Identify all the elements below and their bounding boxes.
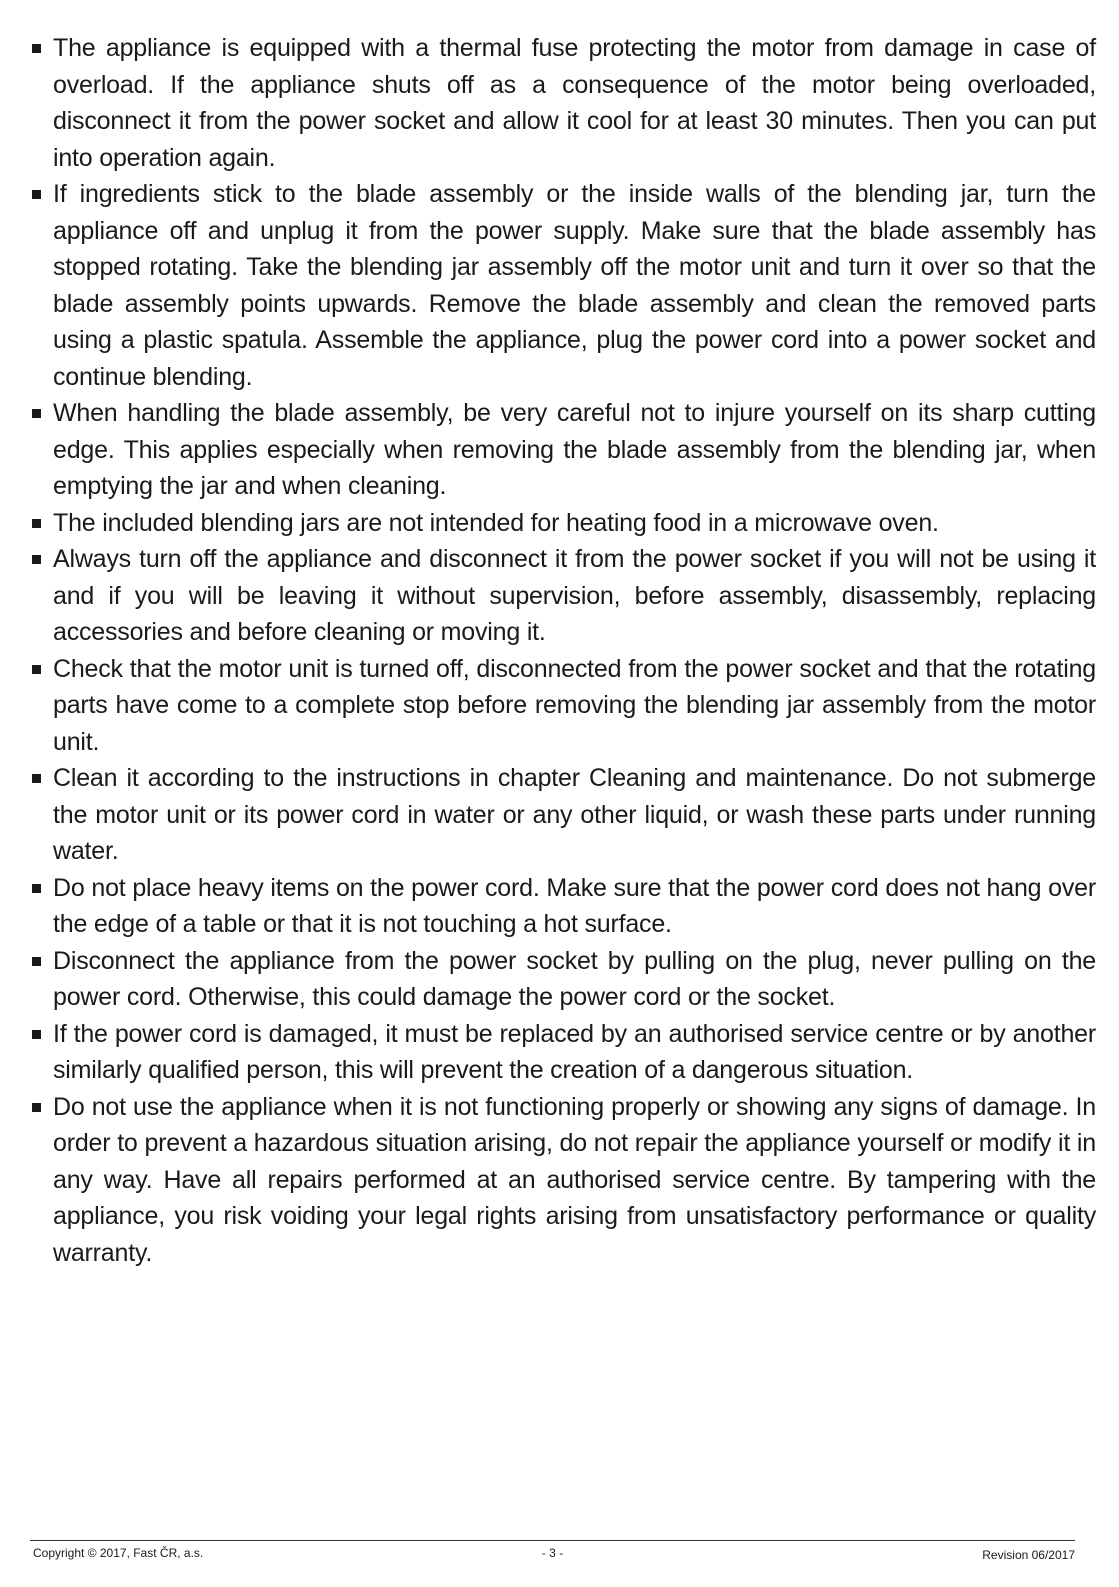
list-item [30,505,1096,542]
list-item-text: If ingredients stick to the blade assembly or the inside walls of the blending jar, turn the appliance off and unplug it from the power supply. Make sure that the blade assembly has stopped rotating. Take the blending jar assembly off the motor unit and turn it over so that the blade assembly points upwards. Remove the blade assembly and clean the removed parts using a plastic spatula. Assemble the appliance, plug the power cord into a power socket and continue blending. [53,180,1096,391]
list-item-text: When handling the blade assembly, be very careful not to injure yourself on its sharp cutting edge. This applies especially when removing the blade assembly from the blending jar, when emptying the jar and when cleaning. [53,399,1096,500]
list-item [30,651,1096,761]
page-content [30,30,1096,1271]
list-item [30,1016,1096,1089]
square-bullet-icon [32,884,41,893]
list-item-text: Do not place heavy items on the power cord. Make sure that the power cord does not hang over the edge of a table or that it is not touching a hot surface. [53,873,1096,938]
list-item-text: If the power cord is damaged, it must be replaced by an authorised service centre or by another similarly qualified person, this will prevent the creation of a dangerous situation. [53,1019,1096,1084]
list-item-text: Clean it according to the instructions in chapter Cleaning and maintenance. Do not submerge the motor unit or its power cord in water or any other liquid, or wash these parts under running water. [53,764,1096,865]
square-bullet-icon [32,519,41,528]
list-item [30,30,1096,176]
square-bullet-icon [32,774,41,783]
list-item [30,870,1096,943]
list-item-text: Check that the motor unit is turned off, disconnected from the power socket and that the rotating parts have come to a complete stop before removing the blending jar assembly from the motor unit. [53,654,1096,756]
square-bullet-icon [32,1030,41,1039]
list-item-text: Do not use the appliance when it is not functioning properly or showing any signs of damage. In order to prevent a hazardous situation arising, do not repair the appliance yourself or modify it in any way. Have all repairs performed at an authorised service centre. By tampering with the appliance, you risk voiding your legal rights arising from unsatisfactory performance or quality warranty. [53,1092,1096,1267]
square-bullet-icon [32,957,41,966]
list-item [30,395,1096,505]
list-item [30,176,1096,395]
list-item-text: The included blending jars are not intended for heating food in a microwave oven. [53,508,939,537]
list-item [30,1089,1096,1272]
footer-revision: Revision 06/2017 [982,1548,1075,1562]
list-item-text: Always turn off the appliance and disconnect it from the power socket if you will not be using it and if you will be leaving it without supervision, before assembly, disassembly, replacing accessories and before cleaning or moving it. [53,545,1096,646]
footer-copyright: Copyright © 2017, Fast ČR, a.s. [33,1546,204,1560]
safety-instructions-list [30,30,1096,1271]
square-bullet-icon [32,44,41,53]
footer-page-number: - 3 - [541,1546,564,1560]
square-bullet-icon [32,665,41,674]
list-item-text: The appliance is equipped with a thermal fuse protecting the motor from damage in case of overload. If the appliance shuts off as a consequence of the motor being overloaded, disconnect it from the power socket and allow it cool for at least 30 minutes. Then you can put into operation again. [53,34,1096,172]
list-item [30,760,1096,870]
list-item-text: Disconnect the appliance from the power socket by pulling on the plug, never pulling on the power cord. Otherwise, this could damage the power cord or the socket. [53,946,1096,1011]
list-item [30,541,1096,651]
page-footer [30,1540,1075,1565]
square-bullet-icon [32,409,41,418]
square-bullet-icon [32,190,41,199]
square-bullet-icon [32,1103,41,1112]
square-bullet-icon [32,555,41,564]
list-item [30,943,1096,1016]
